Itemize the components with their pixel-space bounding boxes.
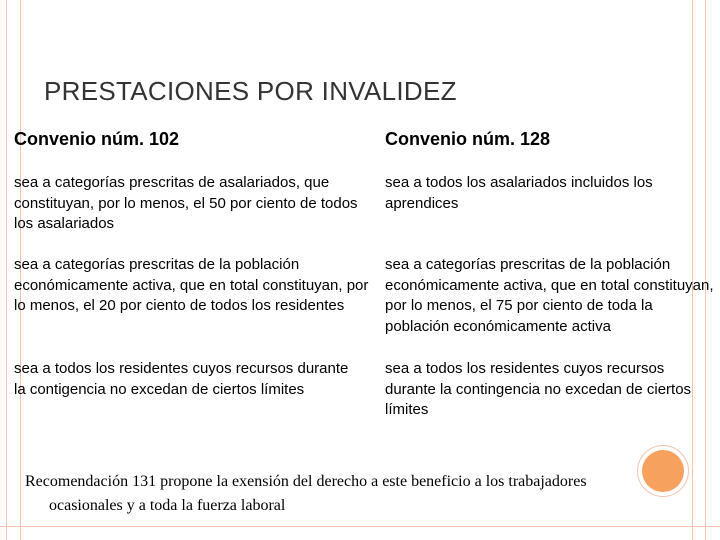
- slide-title: PRESTACIONES POR INVALIDEZ: [44, 76, 457, 106]
- convenio-128-item-2: sea a categorías prescritas de la población económicamente activa, que en total constituyan, por lo menos, el 75 por ciento de toda la población económicamente activa: [385, 256, 714, 336]
- frame-line-bottom: [0, 526, 720, 527]
- convenio-128-item-1: sea a todos los asalariados incluidos los aprendices: [385, 174, 653, 212]
- frame-line-left: [6, 0, 7, 540]
- column-heading-convenio-102: Convenio núm. 102: [14, 129, 180, 149]
- convenio-102-item-3: sea a todos los residentes cuyos recursos durante la contigencia no excedan de ciertos límites: [14, 360, 349, 398]
- convenio-102-item-1: sea a categorías prescritas de asalariados, que constituyan, por lo menos, el 50 por ciento de todos los asalariados: [14, 174, 358, 233]
- convenio-102-item-2: sea a categorías prescritas de la población económicamente activa, que en total constituyan, por lo menos, el 20 por ciento de todos los residentes: [14, 256, 369, 315]
- convenio-128-item-3: sea a todos los residentes cuyos recursos durante la contingencia no excedan de ciertos límites: [385, 360, 692, 419]
- column-heading-convenio-128: Convenio núm. 128: [385, 129, 551, 149]
- footer-recommendation: Recomendación 131 propone la exensión del derecho a este beneficio a los trabajadores ocasionales y a toda la fuerza laboral: [25, 473, 587, 514]
